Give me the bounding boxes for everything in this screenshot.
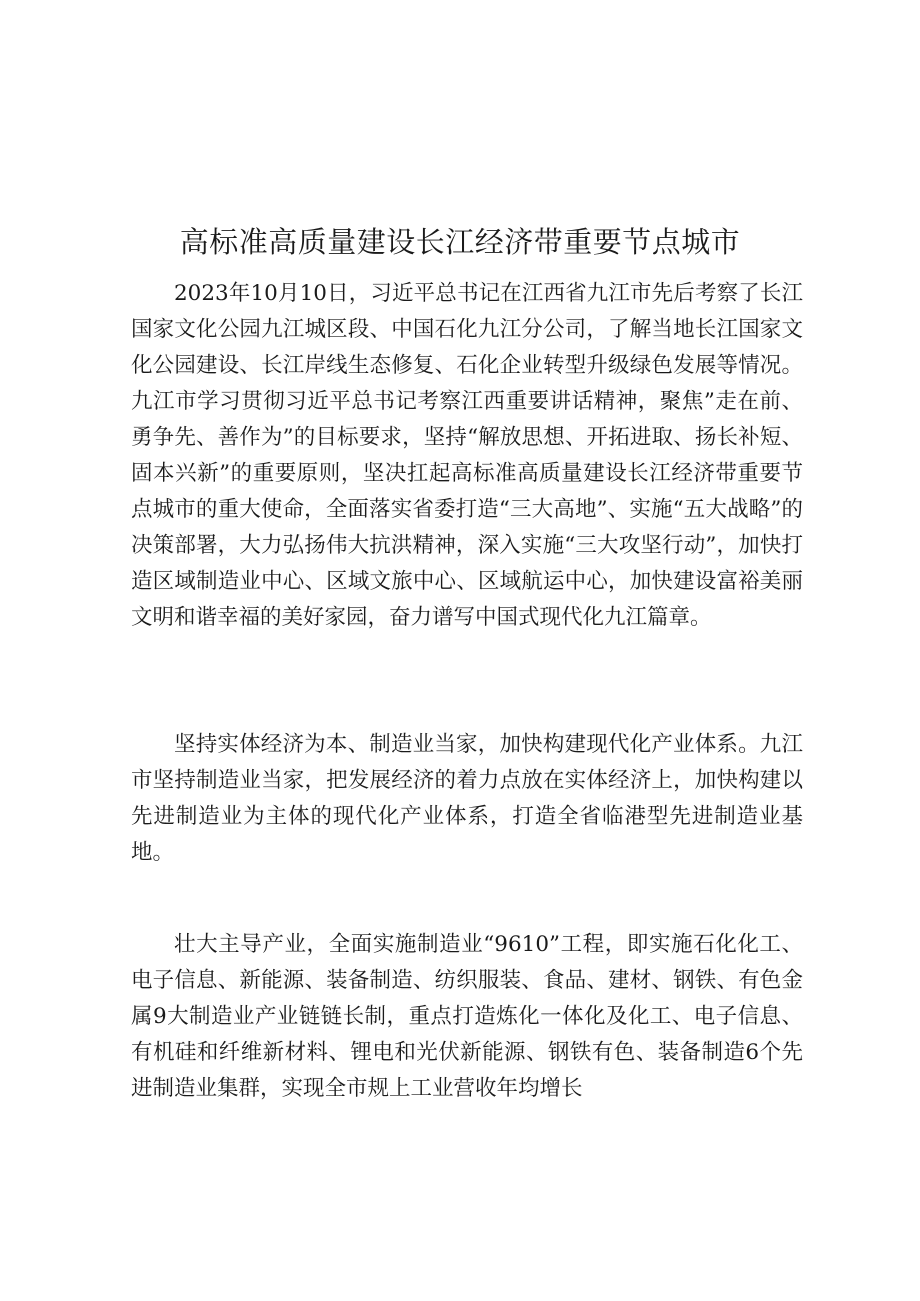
document-title: 高标准高质量建设长江经济带重要节点城市 [179,225,741,259]
paragraph-manufacturing: 坚持实体经济为本、制造业当家，加快构建现代化产业体系。九江市坚持制造业当家，把发展经济的着力点放在实体经济上，加快构建以先进制造业为主体的现代化产业体系，打造全省临港型先进制造业基地。 [131,732,803,865]
paragraph-intro: 2023年10月10日，习近平总书记在江西省九江市先后考察了长江国家文化公园九江城区段、中国石化九江分公司，了解当地长江国家文化公园建设、长江岸线生态修复、石化企业转型升级绿色发展等情况。九江市学习贯彻习近平总书记考察江西重要讲话精神，聚焦”走在前、勇争先、善作为”的目标要求，坚持“解放思想、开拓进取、扬长补短、固本兴新”的重要原则，坚决扛起高标准高质量建设长江经济带重要节点城市的重大使命，全面落实省委打造“三大高地”、实施“五大战略”的决策部署，大力弘扬伟大抗洪精神，深入实施“三大攻坚行动”，加快打造区域制造业中心、区域文旅中心、区域航运中心，加快建设富裕美丽文明和谐幸福的美好家园，奋力谱写中国式现代化九江篇章。 [131,281,803,630]
paragraph-leading-industries: 壮大主导产业，全面实施制造业“9610”工程，即实施石化化工、电子信息、新能源、装备制造、纺织服装、食品、建材、钢铁、有色金属9大制造业产业链链长制，重点打造炼化一体化及化工、电子信息、有机硅和纤维新材料、锂电和光伏新能源、钢铁有色、装备制造6个先进制造业集群，实现全市规上工业营收年均增长 [131,932,803,1101]
